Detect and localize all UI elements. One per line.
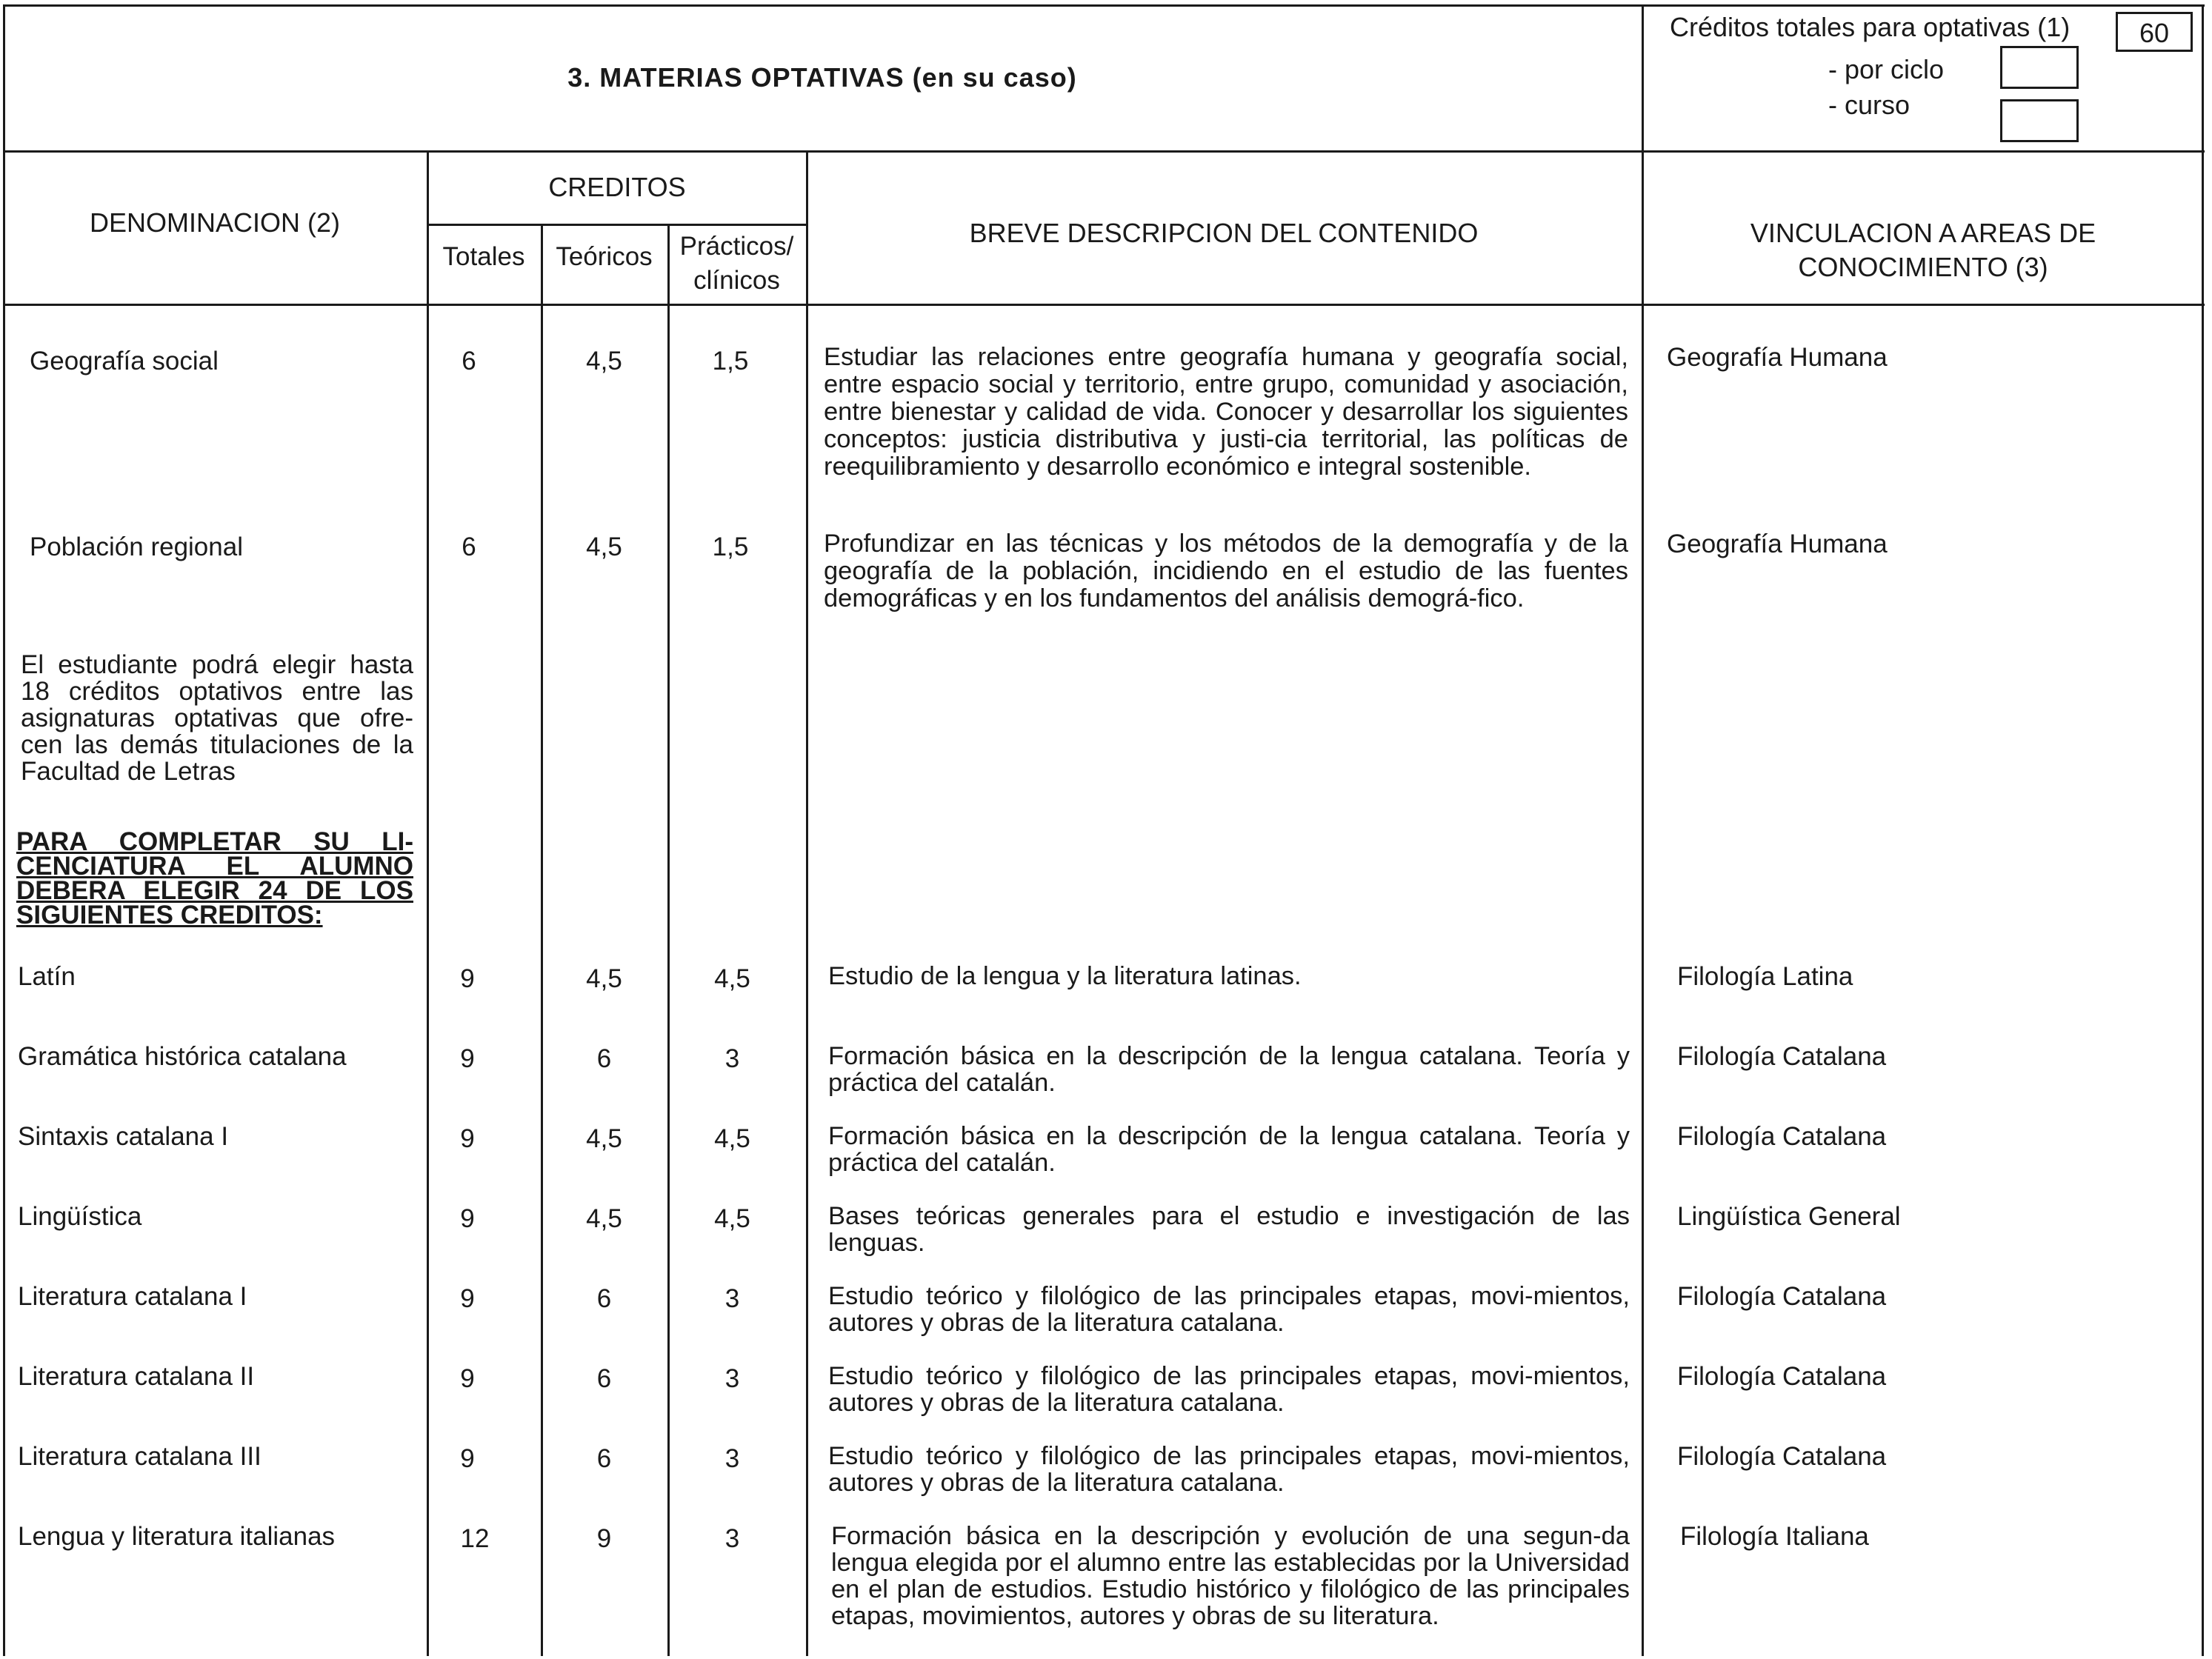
table-row-name: Latín	[18, 962, 76, 991]
table-row-totales: 12	[460, 1524, 490, 1553]
curso-box	[2000, 99, 2079, 142]
col-header-denominacion: DENOMINACION (2)	[89, 207, 340, 238]
table-row-teoricos: 4,5	[586, 1124, 622, 1153]
table-row-practicos: 1,5	[712, 347, 749, 375]
table-row-area: Filología Catalana	[1677, 1122, 1887, 1151]
table-row-description: Formación básica en la descripción y evolución de una segun-da lengua elegida por el alumno entre las establecidas por la Universidad en el plan de estudios. Estudio histórico y filológico de las principales etapas, movimientos, autores y obras de su literatura.	[831, 1522, 1630, 1630]
section-title: 3. MATERIAS OPTATIVAS (en su caso)	[567, 62, 1077, 93]
table-row-practicos: 4,5	[714, 1124, 750, 1153]
table-row-practicos: 1,5	[712, 533, 749, 561]
col-header-vinculacion-line1: VINCULACION A AREAS DE	[1750, 218, 2096, 248]
table-border-left	[3, 4, 5, 1656]
header-divider	[3, 150, 2205, 153]
columns-divider	[3, 304, 2205, 306]
note-elegir-optativos: El estudiante podrá elegir hasta 18 créditos optativos entre las asignaturas optativas que ofre-cen las demás titulaciones de la Facultad de Letras	[21, 650, 413, 786]
table-row-totales: 9	[460, 1204, 475, 1233]
table-row-totales: 6	[462, 347, 476, 375]
table-row-teoricos: 6	[596, 1284, 612, 1313]
por-ciclo-box	[2000, 46, 2079, 89]
col-header-vinculacion-line2: CONOCIMIENTO (3)	[1798, 252, 2048, 282]
table-row-teoricos: 4,5	[586, 533, 622, 561]
table-row-totales: 9	[460, 1284, 475, 1313]
table-row-description: Estudio de la lengua y la literatura latinas.	[828, 962, 1302, 990]
table-border-top	[3, 4, 2205, 7]
table-row-totales: 9	[460, 1124, 475, 1153]
col-divider-teoricos	[667, 224, 670, 1656]
table-row-name: Sintaxis catalana I	[18, 1122, 229, 1151]
col-divider-denominacion	[427, 150, 429, 1656]
table-row-description: Estudiar las relaciones entre geografía humana y geografía social, entre espacio social y territorio, entre grupo, comunidad y asociación, entre bienestar y calidad de vida. Conocer y desarrollar los siguientes conceptos: justicia distributiva y justi-cia territorial, las políticas de reequilibramiento y desarrollo económico e integral sostenible.	[824, 343, 1628, 481]
col-header-totales: Totales	[442, 242, 525, 271]
col-header-practicos-line1: Prácticos/	[679, 232, 794, 261]
table-row-name: Gramática histórica catalana	[18, 1042, 347, 1071]
table-row-practicos: 4,5	[714, 964, 750, 993]
table-row-description: Estudio teórico y filológico de las principales etapas, movi-mientos, autores y obras de la literatura catalana.	[828, 1282, 1630, 1337]
table-row-practicos: 3	[724, 1284, 740, 1313]
table-row-name: Geografía social	[30, 347, 219, 375]
table-row-description: Formación básica en la descripción de la lengua catalana. Teoría y práctica del catalán.	[828, 1122, 1630, 1177]
table-row-name: Población regional	[30, 533, 243, 561]
table-row-name: Literatura catalana III	[18, 1442, 261, 1471]
table-row-area: Filología Catalana	[1677, 1362, 1887, 1391]
table-row-area: Geografía Humana	[1667, 530, 1888, 558]
table-row-teoricos: 4,5	[586, 964, 622, 993]
curso-label: - curso	[1828, 90, 1910, 120]
table-row-teoricos: 9	[596, 1524, 612, 1553]
table-row-name: Lengua y literatura italianas	[18, 1522, 336, 1551]
table-row-area: Filología Catalana	[1677, 1042, 1887, 1071]
creditos-subdivider	[427, 224, 807, 226]
table-row-practicos: 3	[724, 1364, 740, 1393]
table-row-area: Filología Latina	[1677, 962, 1853, 991]
table-row-totales: 6	[462, 533, 476, 561]
table-row-description: Formación básica en la descripción de la lengua catalana. Teoría y práctica del catalán.	[828, 1042, 1630, 1097]
table-row-description: Bases teóricas generales para el estudio e investigación de las lenguas.	[828, 1202, 1630, 1257]
col-header-teoricos: Teóricos	[556, 242, 653, 271]
creditos-totales-value: 60	[2139, 18, 2170, 48]
col-divider-practicos	[806, 150, 808, 1656]
table-row-area: Filología Catalana	[1677, 1282, 1887, 1311]
table-row-teoricos: 6	[596, 1444, 612, 1473]
table-row-teoricos: 4,5	[586, 347, 622, 375]
creditos-totales-label: Créditos totales para optativas (1)	[1670, 12, 2071, 42]
table-row-teoricos: 4,5	[586, 1204, 622, 1233]
table-row-area: Filología Italiana	[1680, 1522, 1869, 1551]
table-row-totales: 9	[460, 1044, 475, 1073]
table-row-practicos: 4,5	[714, 1204, 750, 1233]
table-row-name: Literatura catalana I	[18, 1282, 247, 1311]
table-row-name: Lingüística	[18, 1202, 142, 1231]
col-header-practicos-line2: clínicos	[693, 266, 780, 295]
col-header-creditos: CREDITOS	[548, 172, 686, 202]
table-row-practicos: 3	[724, 1524, 740, 1553]
col-divider-totales	[541, 224, 543, 1656]
table-row-practicos: 3	[724, 1044, 740, 1073]
table-row-name: Literatura catalana II	[18, 1362, 255, 1391]
table-row-area: Filología Catalana	[1677, 1442, 1887, 1471]
table-row-teoricos: 6	[596, 1364, 612, 1393]
table-row-teoricos: 6	[596, 1044, 612, 1073]
table-row-practicos: 3	[724, 1444, 740, 1473]
table-row-totales: 9	[460, 1444, 475, 1473]
table-row-description: Profundizar en las técnicas y los métodos de la demografía y de la geografía de la población, incidiendo en el estudio de las fuentes demográficas y en los fundamentos del análisis demográ-fico.	[824, 530, 1628, 612]
table-row-description: Estudio teórico y filológico de las principales etapas, movi-mientos, autores y obras de la literatura catalana.	[828, 1442, 1630, 1497]
por-ciclo-label: - por ciclo	[1828, 54, 1945, 84]
table-row-totales: 9	[460, 964, 475, 993]
col-header-descripcion: BREVE DESCRIPCION DEL CONTENIDO	[969, 218, 1479, 248]
table-row-area: Geografía Humana	[1667, 343, 1888, 372]
table-row-area: Lingüística General	[1677, 1202, 1901, 1231]
note-completar-licenciatura: PARA COMPLETAR SU LI-CENCIATURA EL ALUMNO DEBERA ELEGIR 24 DE LOS SIGUIENTES CREDITOS:	[16, 827, 413, 929]
table-row-description: Estudio teórico y filológico de las principales etapas, movi-mientos, autores y obras de la literatura catalana.	[828, 1362, 1630, 1417]
table-border-right	[2202, 4, 2204, 1656]
table-row-totales: 9	[460, 1364, 475, 1393]
col-divider-descripcion	[1642, 4, 1644, 1656]
document-page	[3, 4, 2205, 1656]
